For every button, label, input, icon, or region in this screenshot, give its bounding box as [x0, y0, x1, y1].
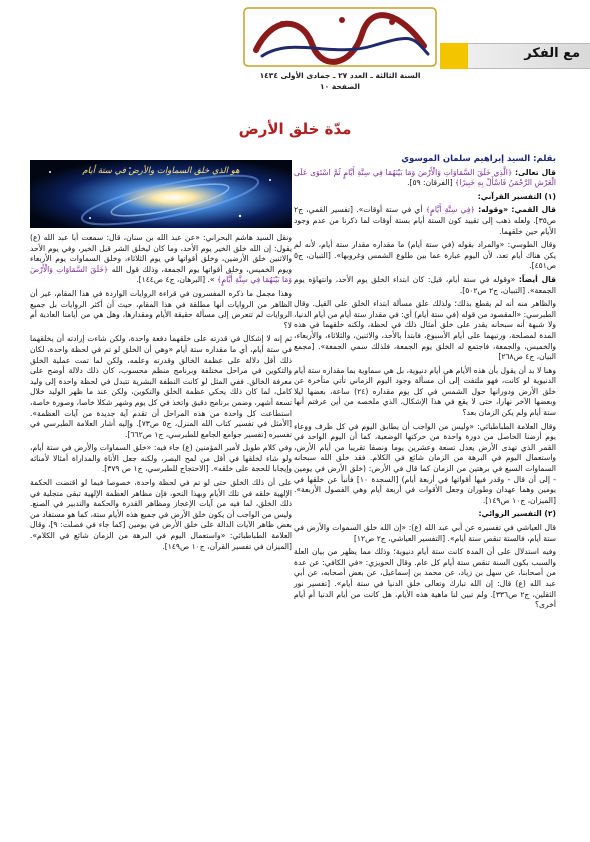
- left-column: [30, 233, 292, 555]
- magazine-logo: [242, 6, 438, 68]
- section-tab: [440, 43, 590, 69]
- issue-info: السنة الثالثة ـ العدد ٢٧ ـ جمادى الأولى ١٤٣٤: [259, 71, 421, 80]
- quran-quote: ﴿فِي سِتَّةِ أَيَّامٍ﴾: [425, 205, 475, 215]
- image-caption: هو الذي خلق السماوات والأرض في ستة أيام: [82, 166, 240, 176]
- paragraph: وفي كلام طويل لأمير المؤمنين (ع) جاء فيه: «خلق السماوات والأرض في ستة أيام، ولو شاء لخلقها في أقل من لمح البصر، ولكنه جعل الأناة والمداراة أمثالا لأمنائه وإيجابا للحجة على خلقه». [الاحتجاج للطبرسي، ج١ ص ٣٧٩].: [30, 443, 292, 474]
- section-label: مع الفكر: [524, 46, 580, 61]
- paragraph: وهذا مجمل ما ذكره المفسرون في قراءة الروايات الواردة في هذا المقام، غير أن الظاهر من الروايات أنها مطلقة في هذا المقام، حيث أن أكثر الروايات بل جميع الروايات لم تتعرض إلى مسألة حقيقة الأيام ومقدارها، وهل هي من أيامنا العادية أم لا؟: [30, 288, 292, 330]
- section-accent: [440, 43, 468, 69]
- paragraph: ثم إنه لا إشكال في قدرته على خلقهما دفعة واحدة، ولكن شاءت إرادته أن يخلقهما في ستة أيام، أي ما مقداره ستة أيام «وهي أن الخلق لو تم في لحظة واحدة، لكان ذلك أقل دلالة على عظمة الخالق وقدرته وعلمه، ولكن لما تمت عملية الخلق والتكوين في مراحل مختلفة وبرنامج منظم محسوب، كان ذلك دلالة أوضح على معرفة الخالق. ففي المثل لو كانت النطفة البشرية تتبدل في لحظة واحدة إلى وليد كامل، لما كان ذلك يحكي عظمة الخلق والتكوين، ولكن عند ما ظهر الوليد خلال تسعة أشهر، وضمن برنامج دقيق واتخذ في كل يوم وشهر شكلا خاصا، وصورة خاصة، استطاعت كل واحدة من هذه المراحل أن تقدم آية جديدة من آيات العظمة». [الأمثل في تفسير كتاب الله المنزل، ج٥ ص٧٣]. وإليه أشار العلامة الطبرسي في تفسيره [تفسير جوامع الجامع للطبرسي، ج١ ص٦٦٢].: [30, 334, 292, 439]
- page-number: الصفحة ١٠: [320, 82, 360, 91]
- quran-quote: ﴿الَّذِي خَلَقَ السَّمَاوَاتِ وَالْأَرْضَ وَمَا بَيْنَهُمَا فِي سِتَّةِ أَيَّامٍ ثُمَّ اسْتَوَى عَلَى الْعَرْشِ الرَّحْمَنُ فَاسْأَلْ بِهِ خَبِيرًا﴾: [294, 167, 556, 188]
- paragraph: والظاهر منه أنه لم يقطع بذلك؛ ولذلك علق مسألة ابتداء الخلق على القيل. وقال الطبرسي: «المقصود من قوله (في ستة أيام) أي: في مقدار ستة أيام من أيام الدنيا، ولا شبهة أنه سبحانه يقدر على خلق أمثال ذلك في لحظة، ولكنه خلقهما في هذه المدة لمصلحة، ورتبهما على أيام الأسبوع، فابتدأ بالأحد، والاثنين، والثلاثاء، والأربعاء، والخميس، والجمعة، فاجتمع له الخلق يوم الجمعة، فلذلك سمي الجمعة». [مجمع البيان، ج٤ ص٢٦٨]: [294, 299, 556, 362]
- paragraph: قال العياشي في تفسيره عن أبي عبد الله (ع): «إن الله خلق السموات والأرض في ستة أيام، فالستة تنقص ستة أيام». [التفسير العياشي، ج٢ ص١٢]: [294, 523, 556, 543]
- paragraph: وفيه استدلال على أن المدة كانت ستة أيام دنيوية؛ وذلك مما يظهر من بيان العلة والسبب بكون السنة تنقص ستة أيام كل عام. وقال الحويزي: «في الكافي: عن عدة من أصحابنا، عن سهل بن زياد، عن محمد بن إسماعيل، عن بعض أصحابه، عن أبي عبد الله (ع) قال: إن الله تبارك وتعالى خلق الدنيا في ستة أيام». [تفسير نور الثقلين، ج٢ ص٣٣٦]. ولم تبين لنا ماهية هذه الأيام، هل كانت من أيام الدنيا أم أيام أخرى؟: [294, 547, 556, 610]
- article-title: مدّة خلق الأرض: [238, 120, 352, 138]
- paragraph: قال القمي: «وقوله: ﴿فِي سِتَّةِ أَيَّامٍ﴾ أي في ستة أوقات». [تفسير القمي، ج٢ ص٣٥]. ولعله ذهب إلى تقييد كون الستة أيام بستة أوقات لما ذكرنا من عدم وجود الأيام حين خلقهما.: [294, 205, 556, 236]
- paragraph: على أن ذلك الخلق حتى لو تم في لحظة واحدة، خصوصا فيما لو اقتضت الحكمة الإلهية خلقه في تلك الأيام وبهذا النحو، فإن مظاهر العظمة الإلهية تبقى متجلية في ذلك الخلق، لما فيه من آيات الإعجاز ومظاهر القدرة والحكمة والتدبير في الصنع. وليس من الواجب أن يكون خلق الأرض في جميع هذه الأيام ستة، كما هو مستفاد من بعض ظاهر الآيات الدالة على خلق الأرض في يومين [كما جاء في فصلت: ٩]، وقال العلامة الطباطبائي: «واستعمال اليوم في البرهة من الزمان شائع في الكلام». [الميزان في تفسير القرآن، ج١٠ ص١٤٩].: [30, 478, 292, 551]
- paragraph: قال أيضاً: «وقوله في ستة أيام، قيل: كان ابتداء الخلق يوم الأحد، وانتهاؤه يوم الجمعة». [التبيان، ج٢ ص٥٠٢].: [294, 274, 556, 295]
- paragraph: وهنا لا بد أن يقول بأن هذه الأيام هي أيام دنيوية، بل هي سماوية بما مقداره ستة أيام الدنيوية لو كانت، فهو ملتفت إلى أن مسألة وجود اليوم الزماني تأتي متأخرة عن خلق الأرض ودورانها حول الشمس في كل يوم مقداره (٢٤) ساعة، بعضها ليلا وبعضها الآخر نهارا، حتى لا يقع في هذا الإشكال، الذي ملخصه من أين عرفتم أنها ستة أيام ولم يكن الزمان بعد؟: [294, 365, 557, 418]
- masthead: [0, 0, 590, 95]
- paragraph: وقال الطوسي: «والمراد بقوله (في ستة أيام) ما مقداره مقدار ستة أيام، لأنه لم يكن هناك أيام تعد، لأن اليوم عبارة عما بين طلوع الشمس وغروبها». [التبيان، ج٥ ص٤٥١].: [294, 240, 556, 271]
- quran-quote: ﴿خَلَقَ السَّمَاوَاتِ وَالْأَرْضَ وَمَا بَيْنَهُمَا فِي سِتَّةِ أَيَّامٍ﴾: [30, 264, 292, 285]
- byline: بقلم: السيد إبراهيم سلمان الموسوي: [401, 154, 556, 164]
- logo-artwork: [242, 6, 438, 68]
- paragraph: قال تعالى: ﴿الَّذِي خَلَقَ السَّمَاوَاتِ وَالْأَرْضَ وَمَا بَيْنَهُمَا فِي سِتَّةِ أَيَّامٍ ثُمَّ اسْتَوَى عَلَى الْعَرْشِ الرَّحْمَنُ فَاسْأَلْ بِهِ خَبِيرًا﴾ [الفرقان: ٥٩].: [294, 167, 556, 188]
- right-column: [294, 154, 556, 614]
- paragraph: ونقل السيد هاشم البحراني: «عن عبد الله بن سنان، قال: سمعت أبا عبد الله (ع) يقول: إن الله خلق الخير يوم الأحد، وما كان ليخلق الشر قبل الخير، وفي يوم الأحد والاثنين خلق الأرضين، وخلق أقواتها في يوم الثلاثاء، وخلق السماوات يوم الأربعاء ويوم الخميس، وخلق أقواتها يوم الجمعة، وذلك قول الله ﴿خَلَقَ السَّمَاوَاتِ وَالْأَرْضَ وَمَا بَيْنَهُمَا فِي سِتَّةِ أَيَّامٍ﴾ ». [البرهان، ج٤ ص١٤٤].: [30, 233, 292, 285]
- subheading: (١) التفسير القرآني:: [477, 191, 556, 201]
- galaxy-image: [30, 160, 292, 228]
- subheading: (٢) التفسير الروائي:: [478, 509, 556, 519]
- paragraph: وقال العلامة الطباطبائي: «وليس من الواجب أن يطابق اليوم في كل ظرف ووعاء يوم أرضنا الحاصل من دورة واحدة من حركتها الوضعية، كما أن اليوم الواحد في القمر الذي تهدى الأرض يعدل تسعة وعشرين يوما ونصفا تقريبا من أيام الأرض، واستعمال اليوم في البرهة من الزمان شائع في الكلام. فقد خلق الله سبحانه السماوات السبع في برهتين من الزمان كما قال في الأرض: (خلق الأرض في يومين - إلى أن قال - وقدر فيها أقواتها في أربعة أيام) [السجدة ١٠] فأنبأ عن خلقها في يومين وهما عهدان وطوران وجعل الأقوات في أربعة أيام وهي الفصول الأربعة». [الميزان، ج١٠ ص١٤٩].: [294, 421, 557, 505]
